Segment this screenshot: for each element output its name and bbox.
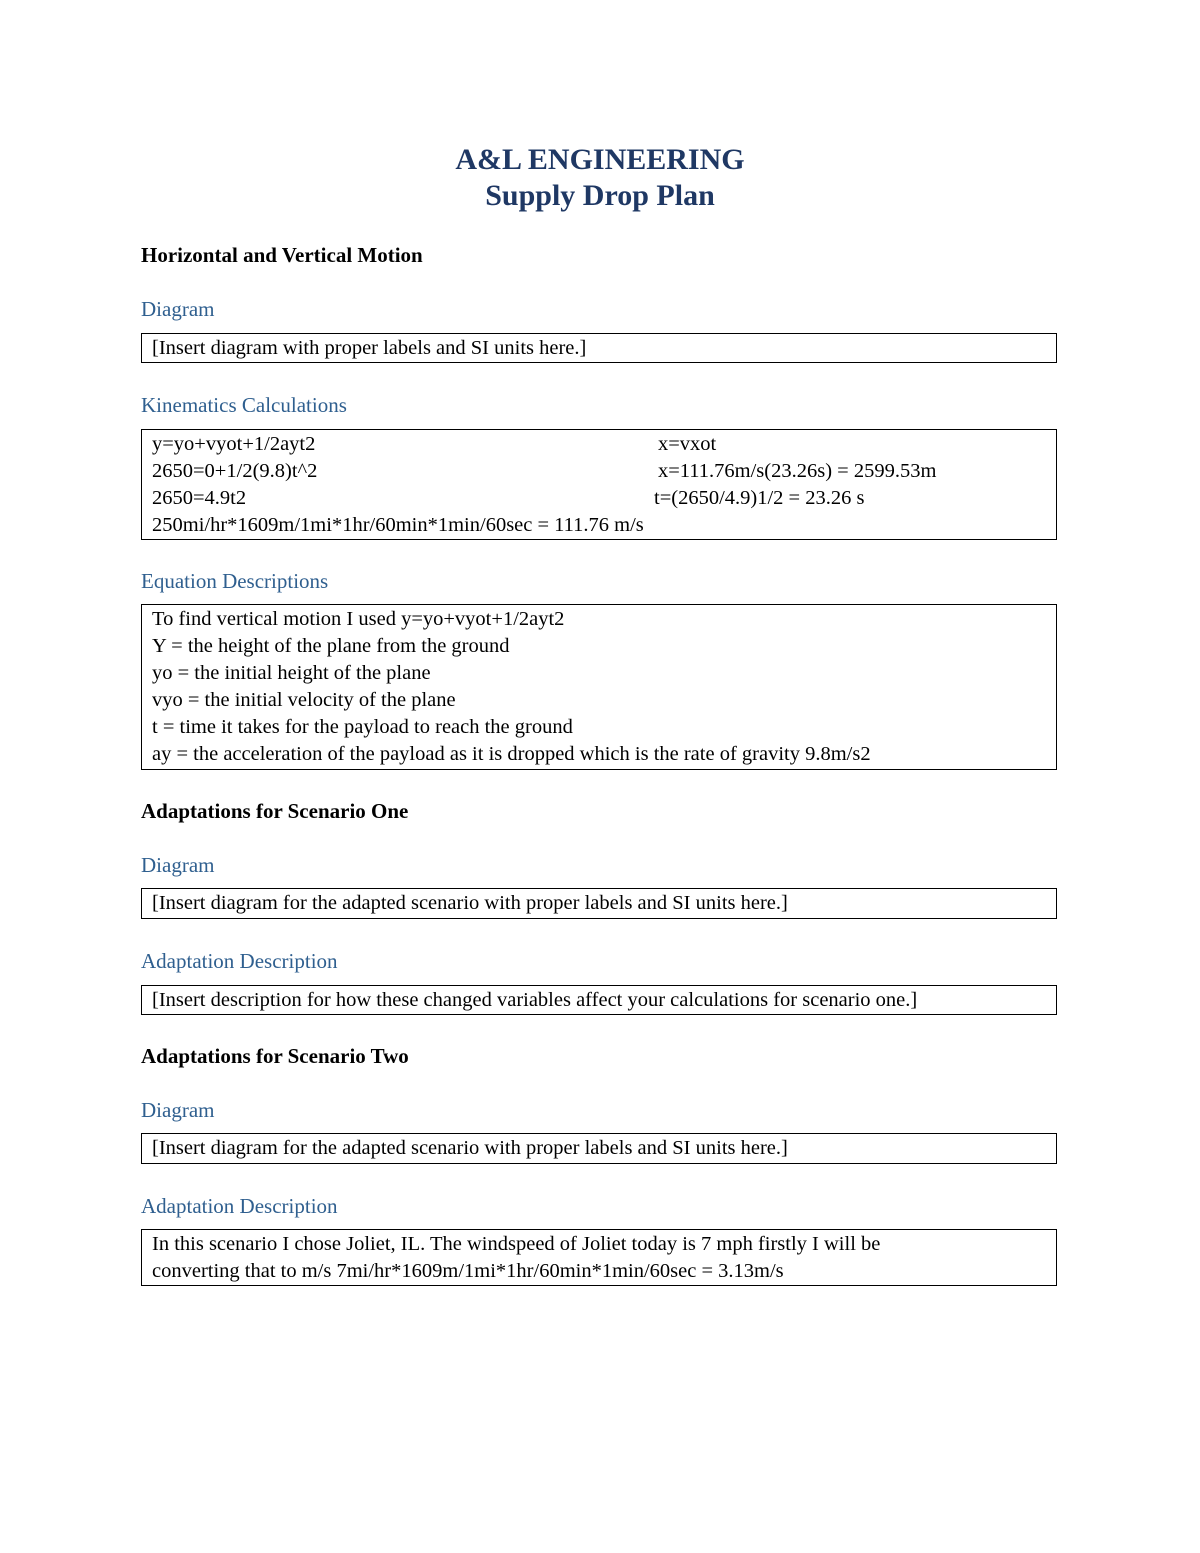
adaptation-label-scenario-one: Adaptation Description: [141, 949, 338, 973]
diagram-label-scenario-two: Diagram: [141, 1098, 215, 1122]
equation-descriptions-box: [141, 604, 1057, 770]
adaptation-label-scenario-two: Adaptation Description: [141, 1194, 338, 1218]
diagram-placeholder-scenario-one: [Insert diagram for the adapted scenario with proper labels and SI units here.]: [152, 892, 788, 914]
kinematics-row: [152, 485, 1046, 512]
section-heading-motion: Horizontal and Vertical Motion: [141, 243, 423, 267]
kinematics-left: y=yo+vyot+1/2ayt2: [152, 433, 316, 455]
section-heading-scenario-one: Adaptations for Scenario One: [141, 799, 409, 823]
equation-descriptions-label: Equation Descriptions: [141, 569, 329, 593]
adaptation-box-scenario-one: [141, 985, 1057, 1015]
kinematics-right: x=vxot: [658, 433, 717, 455]
equation-line: ay = the acceleration of the payload as it is dropped which is the rate of gravity 9.8m/s2: [152, 743, 871, 765]
kinematics-left: 2650=4.9t2: [152, 487, 247, 509]
kinematics-left: 2650=0+1/2(9.8)t^2: [152, 460, 318, 482]
adaptation-line: In this scenario I chose Joliet, IL. The windspeed of Joliet today is 7 mph firstly I will be: [152, 1233, 881, 1255]
adaptation-box-scenario-two: [141, 1229, 1057, 1286]
equation-line: t = time it takes for the payload to reach the ground: [152, 716, 573, 738]
kinematics-row: [152, 431, 1046, 458]
diagram-placeholder-motion: [Insert diagram with proper labels and SI units here.]: [152, 337, 587, 359]
diagram-placeholder-scenario-two: [Insert diagram for the adapted scenario with proper labels and SI units here.]: [152, 1137, 788, 1159]
section-heading-scenario-two: Adaptations for Scenario Two: [141, 1044, 409, 1068]
equation-line: To find vertical motion I used y=yo+vyot+1/2ayt2: [152, 608, 565, 630]
kinematics-right: t=(2650/4.9)1/2 = 23.26 s: [654, 487, 865, 509]
equation-line: vyo = the initial velocity of the plane: [152, 689, 456, 711]
kinematics-row: [152, 458, 1046, 485]
kinematics-label: Kinematics Calculations: [141, 393, 347, 417]
equation-line: Y = the height of the plane from the ground: [152, 635, 510, 657]
document-subtitle: Supply Drop Plan: [485, 179, 715, 212]
diagram-label-motion: Diagram: [141, 297, 215, 321]
equation-line: yo = the initial height of the plane: [152, 662, 431, 684]
kinematics-left: 250mi/hr*1609m/1mi*1hr/60min*1min/60sec = 111.76 m/s: [152, 514, 644, 536]
diagram-box-scenario-two: [141, 1133, 1057, 1164]
diagram-box-motion: [141, 333, 1057, 363]
kinematics-right: x=111.76m/s(23.26s) = 2599.53m: [658, 460, 937, 482]
diagram-label-scenario-one: Diagram: [141, 853, 215, 877]
adaptation-placeholder-scenario-one: [Insert description for how these changed variables affect your calculations for scenario one.]: [152, 989, 918, 1011]
company-title: A&L ENGINEERING: [455, 143, 745, 176]
kinematics-box: [141, 429, 1057, 540]
adaptation-line: converting that to m/s 7mi/hr*1609m/1mi*1hr/60min*1min/60sec = 3.13m/s: [152, 1260, 784, 1282]
kinematics-row: [152, 512, 1046, 539]
diagram-box-scenario-one: [141, 888, 1057, 919]
